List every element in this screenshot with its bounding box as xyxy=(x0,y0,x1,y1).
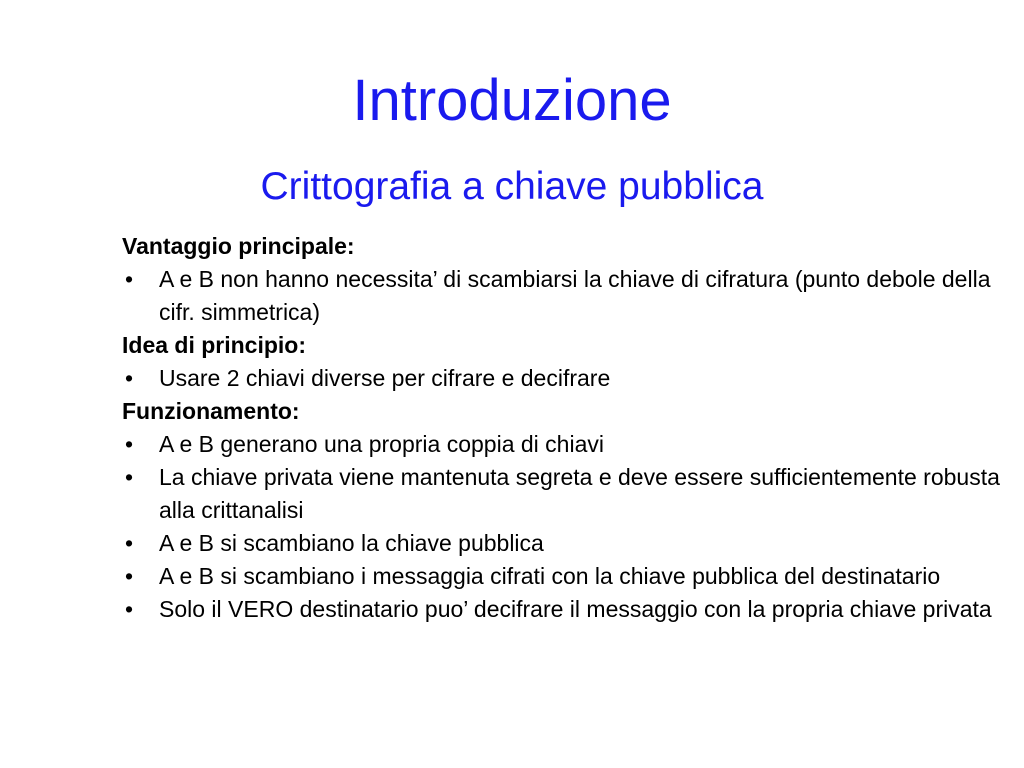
bullet-text: A e B si scambiano i messaggia cifrati con la chiave pubblica del destinatario xyxy=(159,563,941,589)
bullet-icon: • xyxy=(125,530,134,556)
bullet-icon: • xyxy=(125,596,134,622)
bullet-item xyxy=(122,428,1002,461)
bullet-text: A e B non hanno necessita’ di scambiarsi la chiave di cifratura (punto debole della cifr. simmetrica) xyxy=(159,266,991,325)
bullet-icon: • xyxy=(125,464,134,490)
bullet-text: A e B si scambiano la chiave pubblica xyxy=(159,530,544,556)
bullet-icon: • xyxy=(125,563,134,589)
section-heading-funzionamento: Funzionamento: xyxy=(122,398,300,424)
bullet-item xyxy=(122,593,1002,626)
bullet-item xyxy=(122,560,1002,593)
slide-subtitle: Crittografia a chiave pubblica xyxy=(260,165,764,208)
slide-title: Introduzione xyxy=(352,68,672,133)
section-heading-idea: Idea di principio: xyxy=(122,332,307,358)
bullet-icon: • xyxy=(125,266,134,292)
slide-body xyxy=(122,230,1002,626)
bullet-text: A e B generano una propria coppia di chiavi xyxy=(159,431,604,457)
section-heading-vantaggio: Vantaggio principale: xyxy=(122,233,355,259)
bullet-text: Usare 2 chiavi diverse per cifrare e decifrare xyxy=(159,365,611,391)
bullet-list-idea xyxy=(122,362,1002,395)
bullet-item xyxy=(122,362,1002,395)
bullet-icon: • xyxy=(125,365,134,391)
bullet-text: Solo il VERO destinatario puo’ decifrare il messaggio con la propria chiave privata xyxy=(159,596,992,622)
bullet-icon: • xyxy=(125,431,134,457)
bullet-item xyxy=(122,263,1002,329)
bullet-list-vantaggio xyxy=(122,263,1002,329)
bullet-item xyxy=(122,461,1002,527)
bullet-item xyxy=(122,527,1002,560)
bullet-text: La chiave privata viene mantenuta segreta e deve essere sufficientemente robusta alla crittanalisi xyxy=(159,464,1000,523)
bullet-list-funzionamento xyxy=(122,428,1002,626)
